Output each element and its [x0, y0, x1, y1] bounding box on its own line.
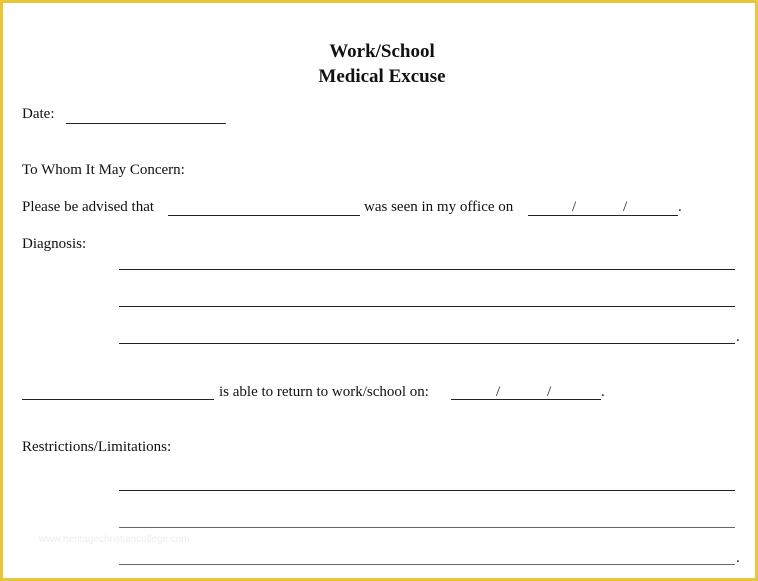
restrictions-line-2[interactable] — [119, 527, 735, 528]
visit-date-slash-2: / — [623, 199, 628, 215]
visit-date-slash-1: / — [572, 199, 577, 215]
date-field[interactable] — [66, 123, 226, 124]
diagnosis-period: . — [736, 329, 740, 345]
restrictions-line-1[interactable] — [119, 490, 735, 491]
form-title-line-1: Work/School — [329, 41, 435, 62]
diagnosis-line-1[interactable] — [119, 269, 735, 270]
restrictions-period: . — [736, 550, 740, 566]
diagnosis-line-3[interactable] — [119, 343, 735, 344]
form-title-line-2: Medical Excuse — [318, 66, 446, 87]
restrictions-line-3[interactable] — [119, 564, 735, 565]
return-date-slash-1: / — [496, 384, 501, 400]
date-label: Date: — [22, 106, 55, 122]
return-date-field[interactable] — [451, 399, 601, 400]
advised-middle-text: was seen in my office on — [364, 199, 514, 215]
return-date-period: . — [601, 384, 605, 400]
watermark-text: www.heritagechristiancollege.com — [39, 534, 190, 545]
return-date-slash-2: / — [547, 384, 552, 400]
diagnosis-line-2[interactable] — [119, 306, 735, 307]
advised-prefix-text: Please be advised that — [22, 199, 155, 215]
salutation-text: To Whom It May Concern: — [22, 162, 185, 178]
visit-date-field[interactable] — [528, 215, 678, 216]
restrictions-label: Restrictions/Limitations: — [22, 439, 172, 455]
diagnosis-label: Diagnosis: — [22, 236, 87, 252]
return-name-field[interactable] — [22, 399, 214, 400]
visit-date-period: . — [678, 199, 682, 215]
patient-name-field[interactable] — [168, 215, 360, 216]
return-text: is able to return to work/school on: — [219, 384, 429, 400]
